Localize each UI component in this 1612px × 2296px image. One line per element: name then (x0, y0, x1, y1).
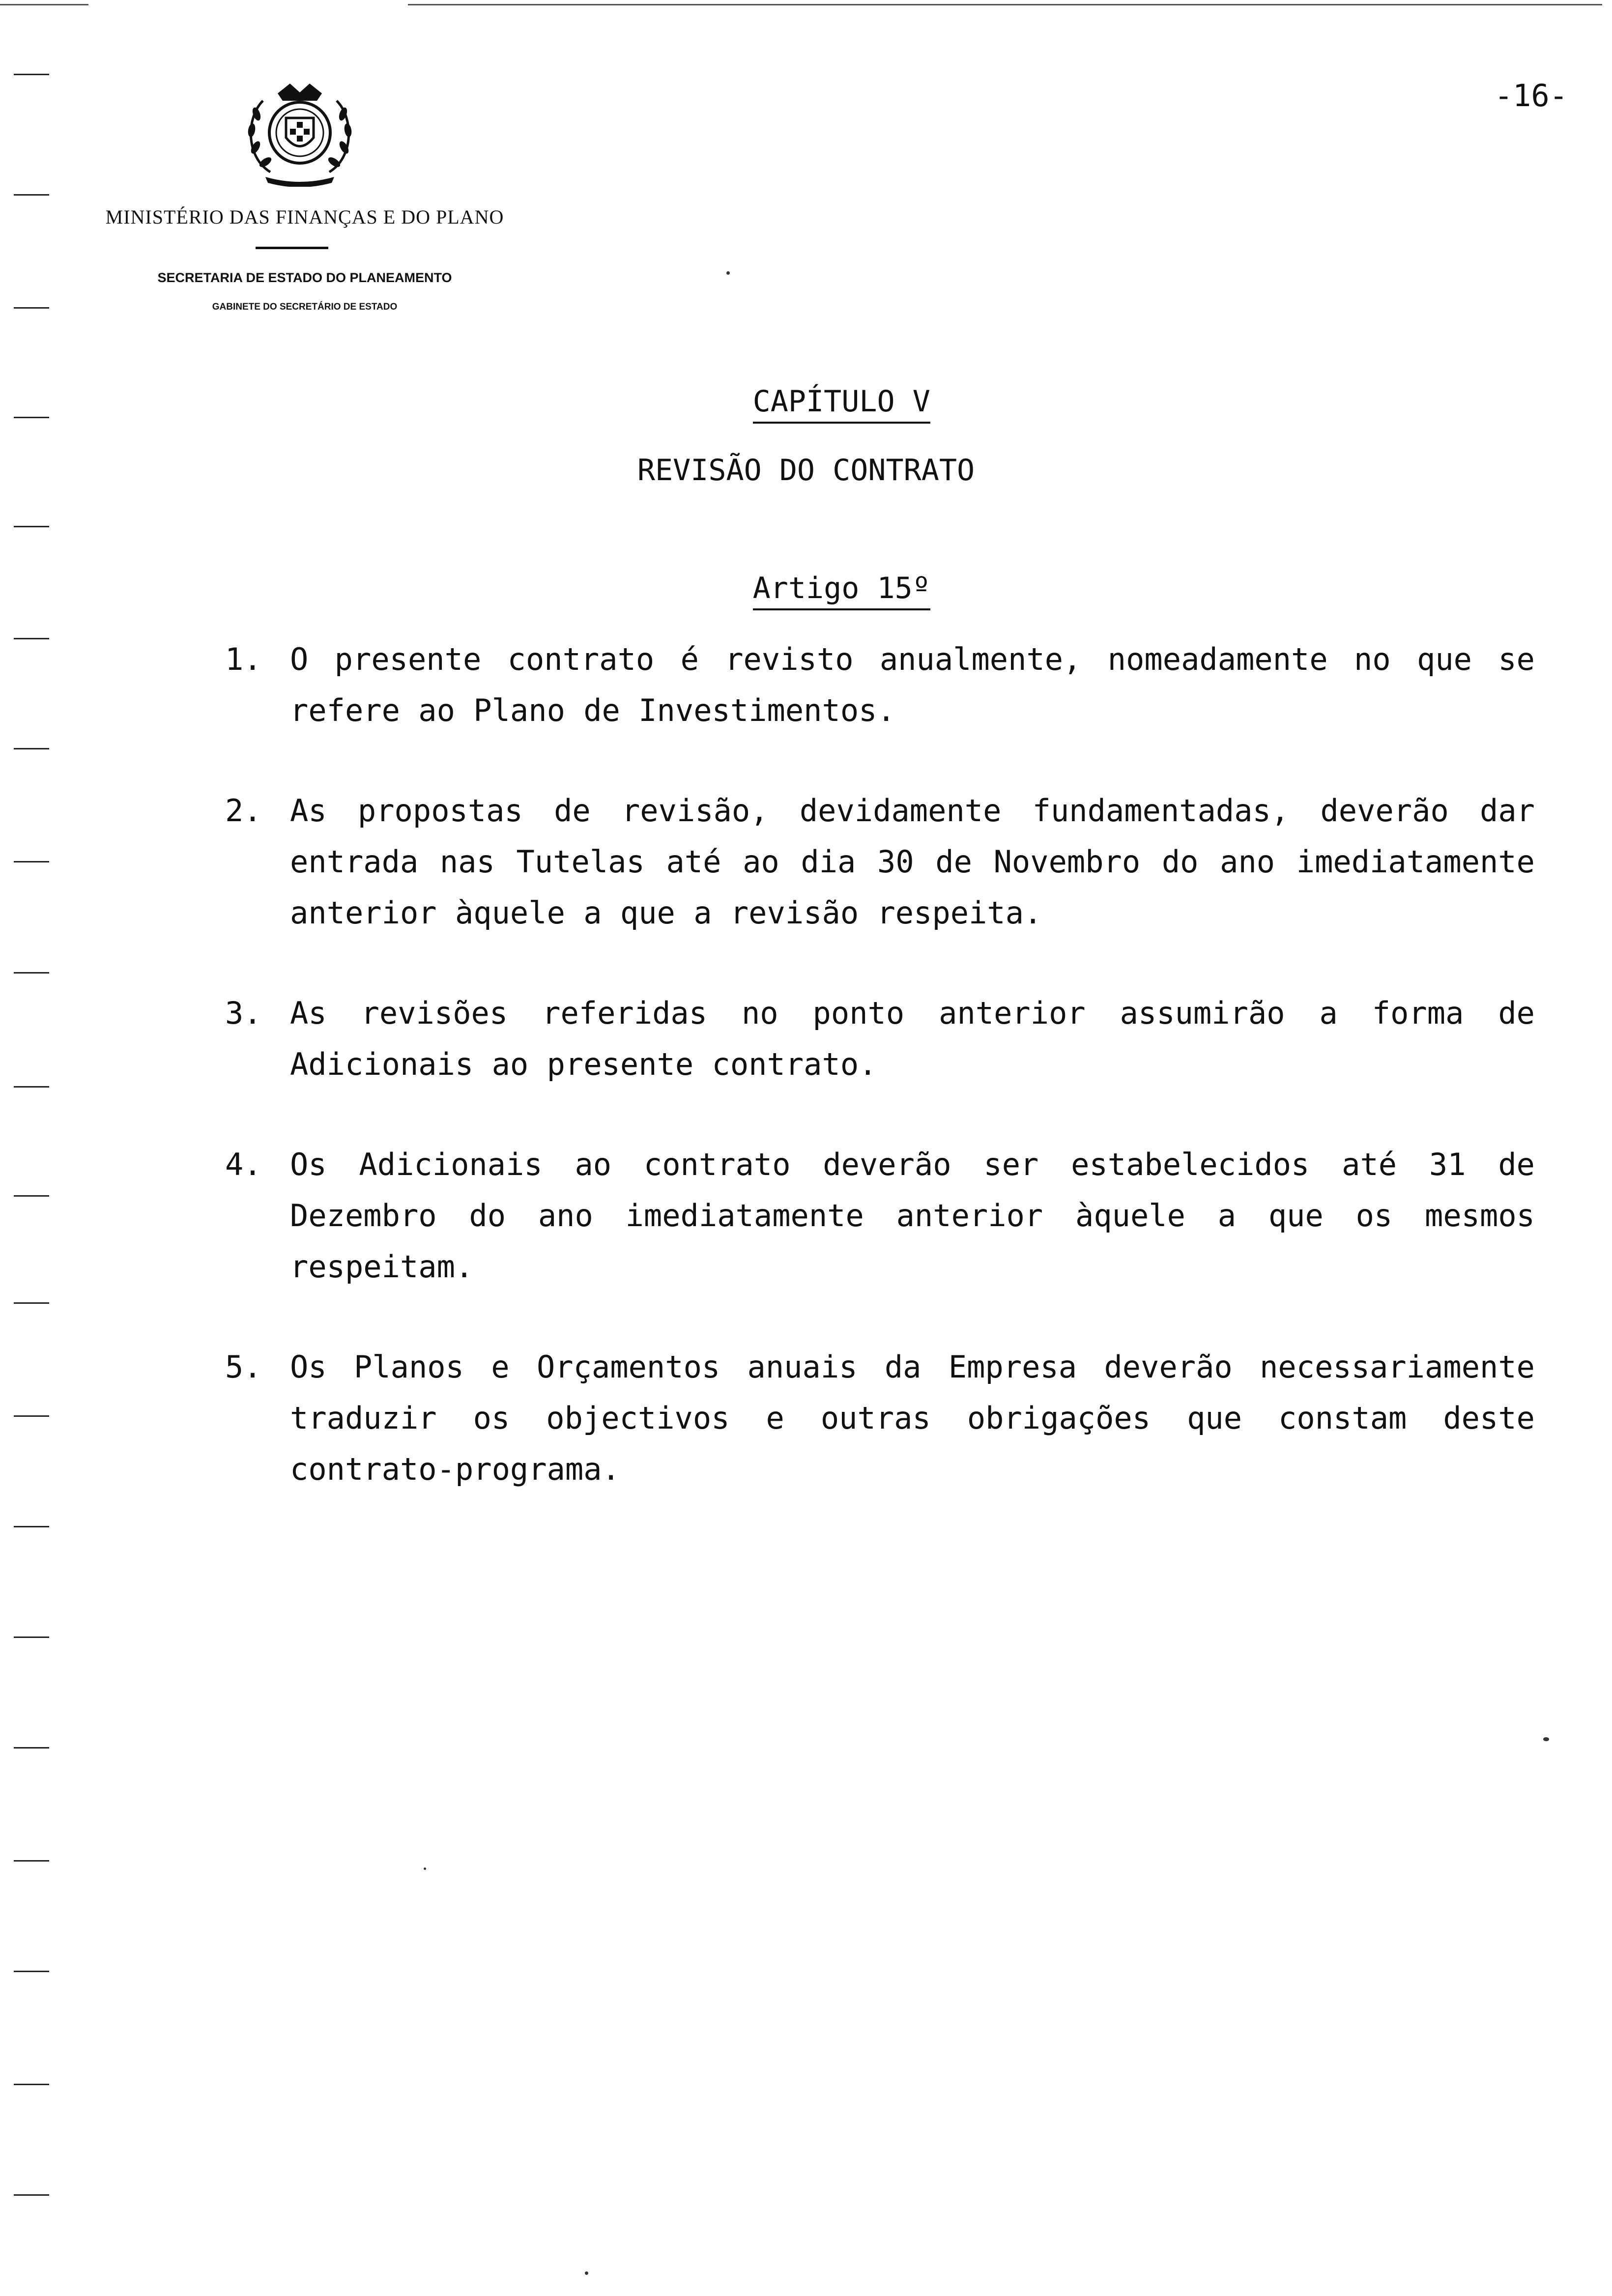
item-text: As revisões referidas no ponto anterior assumirão a forma de Adicionais ao presente contrato. (290, 995, 1535, 1082)
scan-speck (585, 2271, 588, 2275)
item-number: 4. (225, 1147, 262, 1182)
list-item (225, 1139, 1535, 1292)
item-number: 5. (225, 1349, 262, 1385)
ministry-name: MINISTÉRIO DAS FINANÇAS E DO PLANO (105, 206, 504, 228)
scan-edge-line (408, 4, 899, 5)
scan-speck (726, 271, 730, 275)
list-item (225, 785, 1535, 939)
chapter-heading-text: CAPÍTULO V (753, 384, 930, 424)
page-number: -16- (1494, 78, 1568, 114)
chapter-heading (0, 350, 1612, 453)
coat-of-arms-emblem (236, 74, 364, 187)
cabinet-name: GABINETE DO SECRETÁRIO DE ESTADO (212, 302, 398, 312)
scan-speck (1543, 1737, 1549, 1741)
list-item (225, 988, 1535, 1090)
item-text: As propostas de revisão, devidamente fundamentadas, deverão dar entrada nas Tutelas até ao dia 30 de Novembro do ano imediatamente anterior àquele a que a revisão respeita. (290, 793, 1535, 931)
article-heading-text: Artigo 15º (753, 571, 930, 610)
letterhead-divider (256, 247, 328, 249)
scan-edge-line (835, 4, 1602, 5)
list-item (225, 634, 1535, 736)
item-number: 3. (225, 995, 262, 1031)
numbered-items-list (225, 634, 1535, 1544)
section-title: REVISÃO DO CONTRATO (637, 453, 975, 488)
scan-speck (424, 1867, 426, 1870)
item-number: 2. (225, 793, 262, 829)
secretariat-name: SECRETARIA DE ESTADO DO PLANEAMENTO (157, 270, 452, 285)
article-heading (0, 537, 1612, 640)
item-number: 1. (225, 641, 262, 677)
item-text: O presente contrato é revisto anualmente, nomeadamente no que se refere ao Plano de Investimentos. (290, 641, 1535, 728)
item-text: Os Planos e Orçamentos anuais da Empresa deverão necessariamente traduzir os objectivos e outras obrigações que constam deste contrato-programa. (290, 1349, 1535, 1487)
item-text: Os Adicionais ao contrato deverão ser estabelecidos até 31 de Dezembro do ano imediatamente anterior àquele a que os mesmos respeitam. (290, 1147, 1535, 1285)
list-item (225, 1342, 1535, 1495)
scan-edge-line (0, 4, 88, 5)
